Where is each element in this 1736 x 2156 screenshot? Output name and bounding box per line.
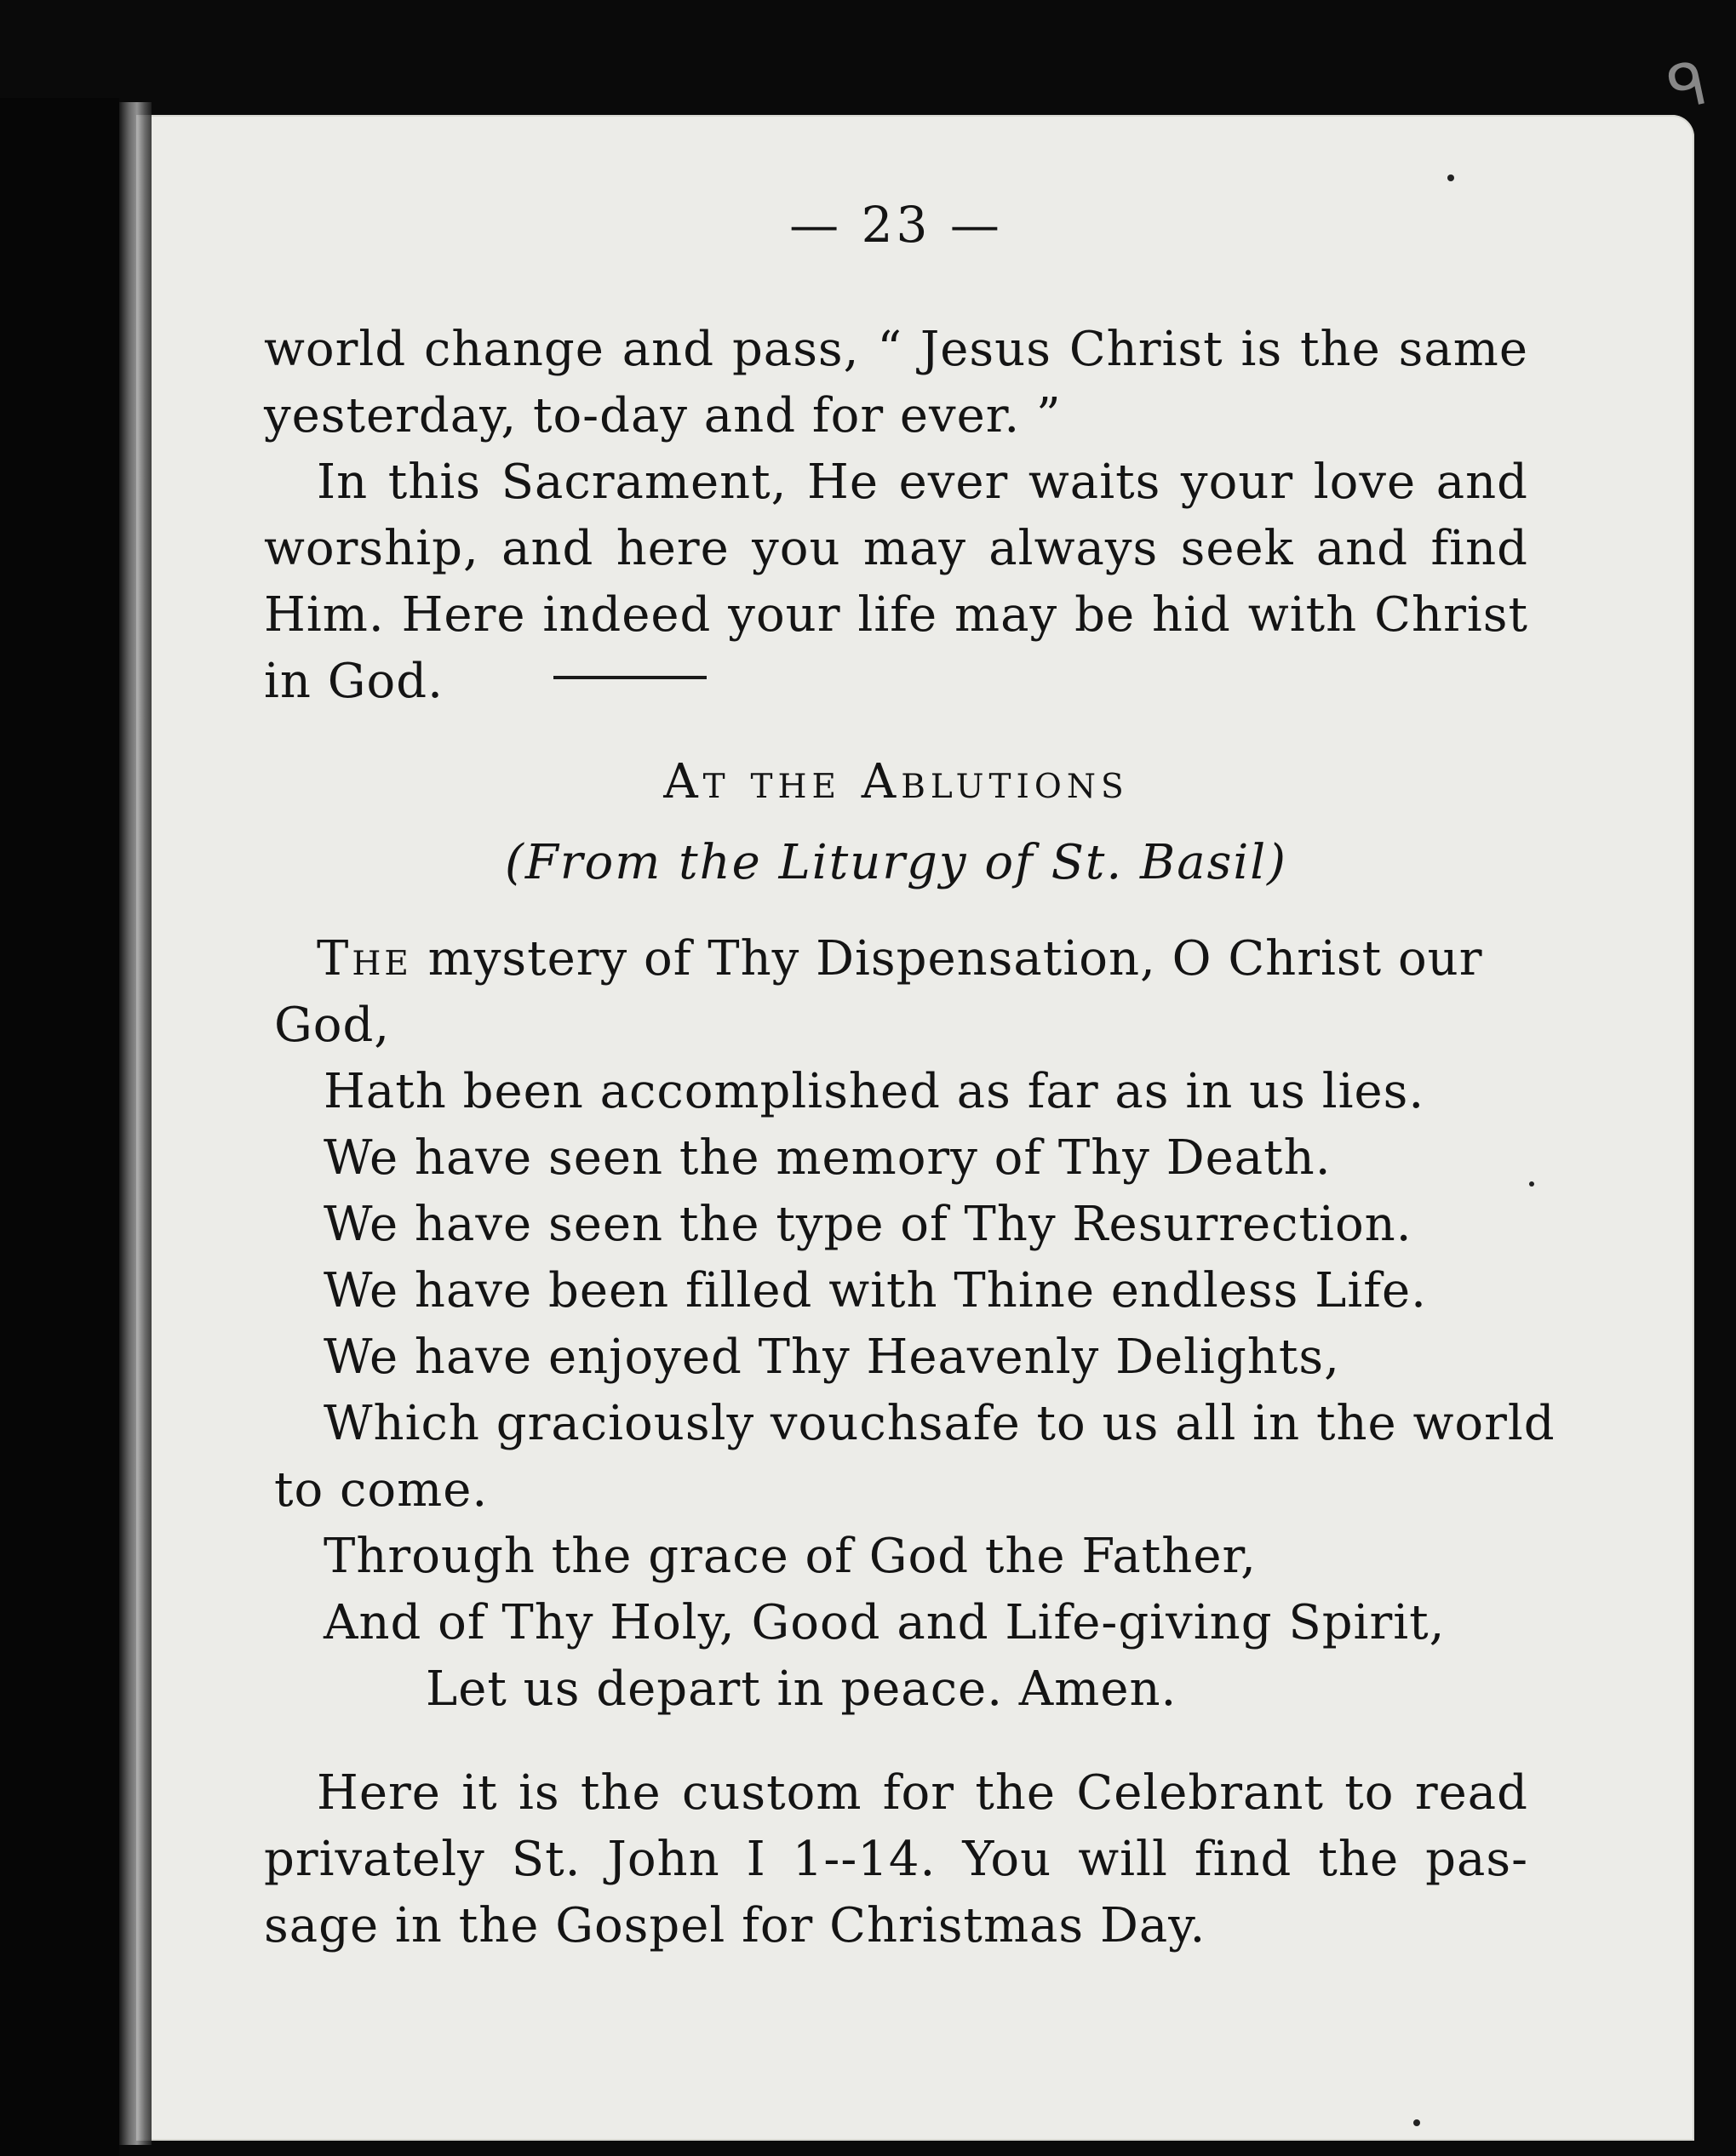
speck bbox=[1529, 1181, 1534, 1187]
page-number: — 23 — bbox=[789, 196, 1003, 254]
paragraph-1 bbox=[264, 317, 1528, 449]
verse-line: We have been filled with Thine endless Life. bbox=[324, 1263, 1427, 1318]
verse-line: We have seen the type of Thy Resurrection. bbox=[324, 1197, 1412, 1252]
text-line: In this Sacrament, He ever waits your love and bbox=[317, 455, 1528, 510]
verse-line: Through the grace of God the Father, bbox=[324, 1529, 1257, 1584]
verse-line: Which graciously vouchsafe to us all in the world bbox=[324, 1396, 1556, 1451]
text-line: yesterday, to-day and for ever. ” bbox=[264, 388, 1062, 443]
verse-line: We have enjoyed Thy Heavenly Delights, bbox=[324, 1330, 1340, 1385]
text-line: sage in the Gospel for Christmas Day. bbox=[264, 1898, 1206, 1953]
text-line: Here it is the custom for the Celebrant to read bbox=[317, 1765, 1528, 1821]
verse-line bbox=[317, 926, 1483, 992]
verse-line: Hath been accomplished as far as in us lies. bbox=[324, 1064, 1425, 1119]
book-spine bbox=[119, 102, 152, 2145]
section-divider bbox=[553, 676, 707, 679]
verse-line: Let us depart in peace. Amen. bbox=[426, 1661, 1177, 1717]
speck bbox=[1413, 2119, 1420, 2126]
speck bbox=[1447, 174, 1454, 181]
text-line: privately St. John I 1--14. You will find the pas- bbox=[264, 1832, 1528, 1887]
section-subheading: (From the Liturgy of St. Basil) bbox=[505, 835, 1287, 890]
text-line: worship, and here you may always seek and find bbox=[264, 521, 1528, 576]
verse-line: We have seen the memory of Thy Death. bbox=[324, 1130, 1332, 1186]
verse-line: And of Thy Holy, Good and Life-giving Spirit, bbox=[324, 1595, 1446, 1650]
verse-line: God, bbox=[274, 998, 391, 1053]
scan-corner-mark: ᑫ bbox=[1661, 48, 1714, 124]
paragraph-2 bbox=[264, 449, 1528, 715]
verse-initial: The bbox=[317, 931, 412, 986]
scan-left-margin bbox=[0, 98, 119, 2156]
text-line: world change and pass, “ Jesus Christ is the same bbox=[264, 322, 1528, 377]
paragraph-3 bbox=[264, 1760, 1528, 1959]
text-line: in God. bbox=[264, 654, 444, 709]
text-line: Him. Here indeed your life may be hid with Christ bbox=[264, 587, 1528, 643]
verse-text: mystery of Thy Dispensation, O Christ our bbox=[427, 931, 1483, 986]
verse-line: to come. bbox=[274, 1462, 489, 1518]
section-heading: At the Ablutions bbox=[663, 754, 1129, 809]
